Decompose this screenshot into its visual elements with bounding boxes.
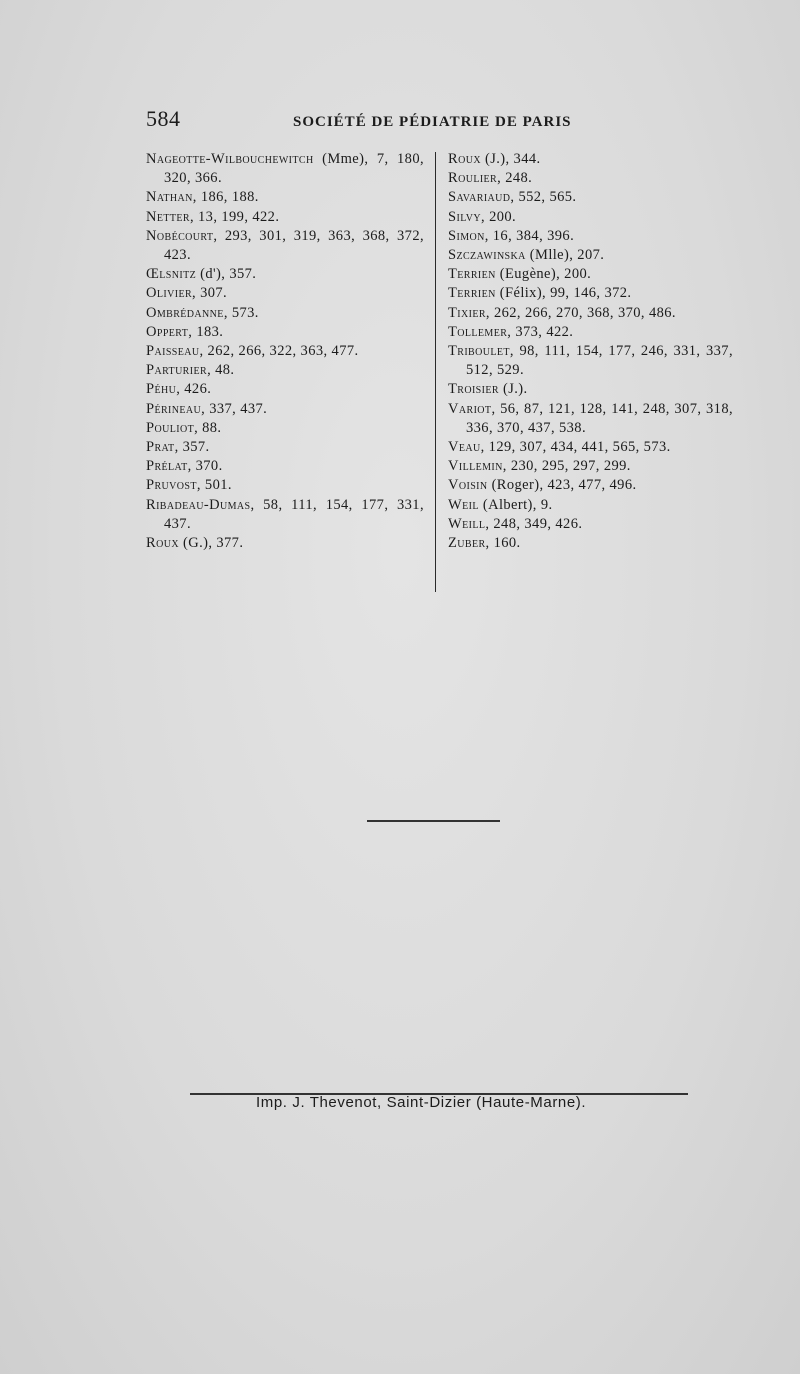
- index-entry: [448, 342, 733, 380]
- index-entry-name: Villemin: [448, 458, 503, 475]
- index-entry-references: , 160.: [485, 535, 521, 552]
- index-entry: [448, 476, 733, 495]
- index-entry: [448, 534, 733, 553]
- index-entry-name: Pouliot: [146, 419, 195, 436]
- index-entry-references: , 16, 384, 396.: [484, 227, 575, 244]
- index-entry-name: Veau: [448, 439, 481, 456]
- index-entry-name: Netter: [146, 208, 190, 225]
- index-entry: [448, 265, 733, 284]
- index-entry: [146, 400, 424, 419]
- column-divider: [435, 152, 436, 592]
- index-entry-references: , 58, 111, 154, 177, 331, 437.: [164, 496, 424, 532]
- index-entry-references: , 552, 565.: [510, 189, 577, 206]
- index-entry-name: Ombrédanne: [146, 304, 224, 321]
- index-entry-references: , 373, 422.: [507, 323, 574, 340]
- index-entry-name: Prélat: [146, 458, 188, 475]
- index-entry-references: , 48.: [207, 362, 235, 379]
- index-entry-name: Péhu: [146, 381, 177, 398]
- printer-imprint: Imp. J. Thevenot, Saint-Dizier (Haute-Marne).: [256, 1094, 587, 1111]
- index-entry-name: Paisseau: [146, 343, 200, 360]
- index-entry: [146, 476, 424, 495]
- index-entry-name: Roulier: [448, 170, 498, 187]
- index-entry-references: , 357.: [174, 439, 210, 456]
- index-entry-name: Périneau: [146, 400, 202, 417]
- index-entry-references: , 186, 188.: [192, 189, 259, 206]
- index-entry-name: Silvy: [448, 208, 482, 225]
- index-entry: [448, 208, 733, 227]
- index-entry-references: , 262, 266, 322, 363, 477.: [199, 343, 359, 360]
- index-entry-name: Olivier: [146, 285, 193, 302]
- index-entry-references: (G.), 377.: [178, 535, 244, 552]
- index-entry-references: (Roger), 423, 477, 496.: [487, 477, 637, 494]
- index-entry: [448, 380, 733, 399]
- index-entry-references: (Albert), 9.: [478, 496, 553, 513]
- index-entry-references: , 98, 111, 154, 177, 246, 331, 337, 512, 529.: [466, 343, 733, 379]
- index-entry-references: , 56, 87, 121, 128, 141, 248, 307, 318, 336, 370, 437, 538.: [466, 400, 733, 436]
- index-entry: [448, 304, 733, 323]
- index-entry-name: Tollemer: [448, 323, 508, 340]
- index-entry: [146, 496, 424, 534]
- index-entry: [146, 323, 424, 342]
- index-entry-name: Œlsnitz: [146, 266, 197, 283]
- index-entry-references: , 200.: [481, 208, 517, 225]
- index-entry-name: Tixier: [448, 304, 486, 321]
- index-entry: [448, 515, 733, 534]
- index-entry-name: Nobécourt: [146, 227, 214, 244]
- index-entry-name: Triboulet: [448, 343, 510, 360]
- index-entry: [146, 361, 424, 380]
- index-entry-name: Simon: [448, 227, 485, 244]
- index-entry-name: Zuber: [448, 535, 486, 552]
- index-entry-name: Troisier: [448, 381, 499, 398]
- index-entry-references: , 293, 301, 319, 363, 368, 372, 423.: [164, 227, 424, 264]
- index-entry-name: Roux: [146, 535, 179, 552]
- index-entry-references: , 573.: [223, 304, 259, 321]
- index-entry-references: , 230, 295, 297, 299.: [502, 458, 631, 475]
- index-entry-name: Pruvost: [146, 477, 197, 494]
- index-entry: [448, 496, 733, 515]
- index-entry: [448, 188, 733, 207]
- index-entry-name: Terrien: [448, 285, 496, 302]
- index-entry: [146, 208, 424, 227]
- index-entry: [146, 227, 424, 265]
- index-entry-references: (Mlle), 207.: [525, 247, 605, 264]
- index-entry-references: (Mme), 7, 180, 320, 366.: [164, 151, 424, 187]
- index-entry-references: , 370.: [187, 458, 223, 475]
- index-entry-references: (J.), 344.: [480, 151, 541, 167]
- index-entry-name: Savariaud: [448, 189, 511, 206]
- index-entry: [448, 150, 733, 169]
- index-entry: [448, 246, 733, 265]
- index-entry: [448, 169, 733, 188]
- index-entry: [146, 150, 424, 188]
- page-header: [146, 106, 596, 136]
- index-entry-name: Nageotte-Wilbouchewitch: [146, 151, 314, 167]
- index-entry: [448, 457, 733, 476]
- page-number: 584: [146, 106, 181, 131]
- index-entry: [146, 438, 424, 457]
- index-entry-references: , 248, 349, 426.: [485, 515, 583, 532]
- index-entry: [146, 304, 424, 323]
- index-entry-references: , 307.: [192, 285, 228, 302]
- index-entry-name: Variot: [448, 400, 492, 417]
- index-entry-name: Roux: [448, 151, 481, 167]
- index-entry-references: , 129, 307, 434, 441, 565, 573.: [480, 439, 671, 456]
- index-entry: [146, 265, 424, 284]
- running-title: SOCIÉTÉ DE PÉDIATRIE DE PARIS: [293, 114, 572, 130]
- index-entry: [146, 342, 424, 361]
- index-entry: [448, 227, 733, 246]
- index-entry-references: , 88.: [194, 419, 222, 436]
- index-entry-name: Weill: [448, 515, 486, 532]
- index-entry-name: Weil: [448, 496, 479, 513]
- index-entry-references: , 501.: [196, 477, 232, 494]
- index-entry-references: , 13, 199, 422.: [189, 208, 280, 225]
- index-entry: [146, 380, 424, 399]
- index-entry-references: , 337, 437.: [201, 400, 268, 417]
- index-entry-references: (d'), 357.: [196, 266, 257, 283]
- index-entry-name: Prat: [146, 439, 175, 456]
- index-entry: [448, 284, 733, 303]
- index-entry: [146, 284, 424, 303]
- index-entry-references: (Félix), 99, 146, 372.: [495, 285, 632, 302]
- index-entry: [146, 534, 424, 553]
- index-entry: [146, 188, 424, 207]
- index-entry-references: (J.).: [498, 381, 528, 398]
- index-column-left: [146, 150, 424, 553]
- index-entry: [448, 323, 733, 342]
- index-entry-references: (Eugène), 200.: [495, 266, 592, 283]
- index-entry: [448, 400, 733, 438]
- index-entry: [448, 438, 733, 457]
- index-entry-references: , 183.: [188, 323, 224, 340]
- index-entry-name: Parturier: [146, 362, 208, 379]
- index-entry-name: Voisin: [448, 477, 488, 494]
- index-entry-name: Terrien: [448, 266, 496, 283]
- index-entry-name: Oppert: [146, 323, 189, 340]
- index-entry-name: Ribadeau-Dumas: [146, 496, 251, 513]
- index-entry-name: Szczawinska: [448, 247, 526, 264]
- index-entry: [146, 419, 424, 438]
- index-entry-references: , 262, 266, 270, 368, 370, 486.: [485, 304, 676, 321]
- index-entry-name: Nathan: [146, 189, 193, 206]
- index-entry-references: , 248.: [497, 170, 533, 187]
- index-entry: [146, 457, 424, 476]
- index-column-right: [448, 150, 733, 553]
- section-end-rule: [367, 820, 500, 822]
- index-entry-references: , 426.: [176, 381, 212, 398]
